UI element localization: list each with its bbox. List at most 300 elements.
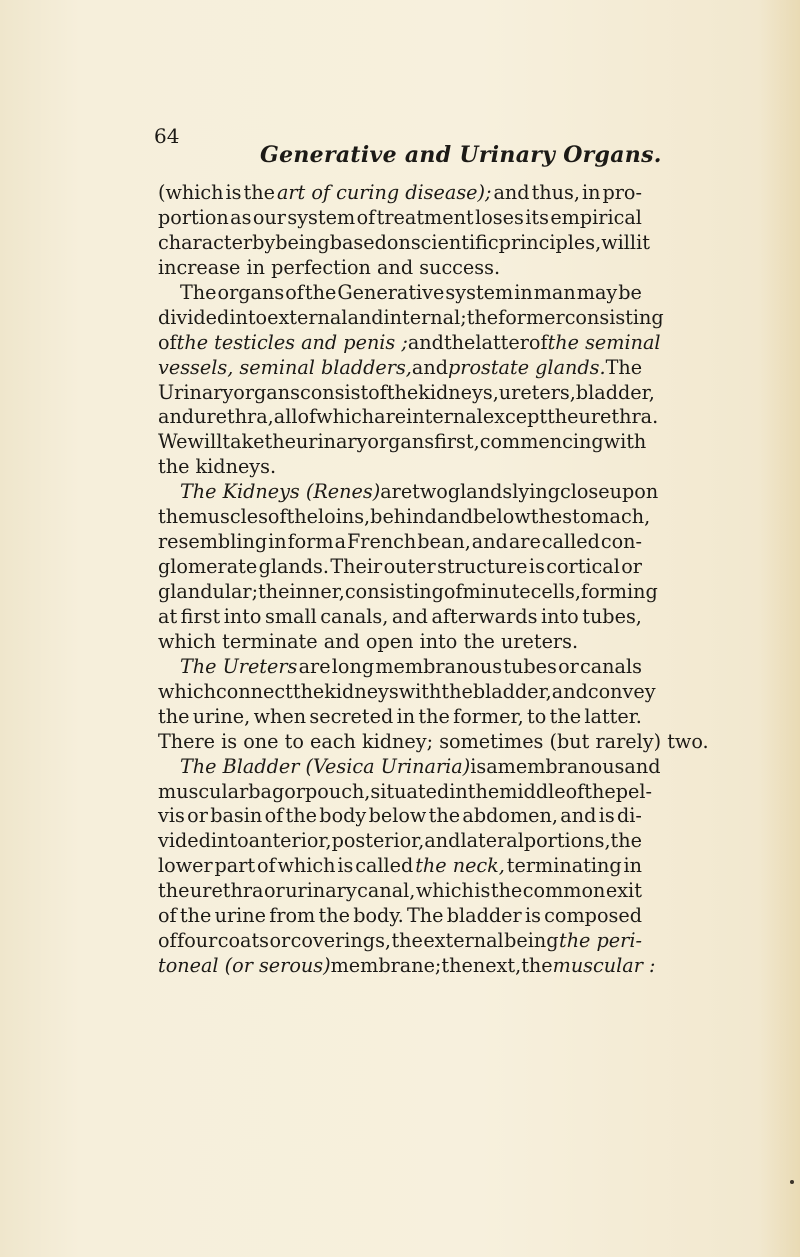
text-line [158, 679, 656, 705]
word: the [428, 804, 461, 828]
word: muscles [189, 505, 268, 529]
word: below [473, 505, 531, 529]
word: be [618, 280, 642, 304]
word: connect [216, 679, 293, 703]
word: ureters, [498, 380, 576, 404]
word: first, [434, 430, 480, 454]
word: di- [616, 804, 642, 828]
word: Urinary [158, 380, 234, 404]
word: in [623, 854, 642, 878]
word: resembling [158, 530, 268, 554]
word: it [636, 230, 650, 254]
text-line [158, 655, 642, 680]
word: vis [158, 804, 185, 828]
word: of [256, 854, 276, 878]
word: canal, [357, 879, 416, 903]
word: the [158, 505, 190, 529]
word: based [329, 230, 387, 254]
word: the [584, 779, 616, 803]
word: and [560, 804, 597, 828]
word: scientific [410, 230, 499, 254]
word: loins, [318, 505, 371, 529]
word: the [418, 704, 450, 728]
word: and [424, 829, 461, 853]
word: which [158, 629, 217, 653]
text-line [158, 455, 642, 480]
word: stomach, [562, 505, 651, 529]
text-line [158, 181, 642, 206]
word: and [493, 181, 530, 204]
word: or [558, 654, 579, 678]
word: the [258, 580, 290, 603]
word: body [319, 804, 367, 828]
word: inner, [289, 580, 345, 603]
word: anterior, [248, 829, 332, 853]
word: The [605, 355, 643, 379]
word: in [449, 779, 468, 803]
word: and [391, 604, 428, 628]
word: the seminal [547, 330, 661, 354]
word: the [443, 330, 476, 354]
text-line [158, 305, 664, 331]
word: and [551, 679, 588, 703]
word: the testicles and penis ; [176, 330, 408, 354]
word: consist [299, 380, 369, 404]
text-line [158, 530, 642, 555]
word: four [177, 929, 218, 953]
word: or [284, 779, 306, 803]
word: of [267, 505, 287, 529]
word: pro- [602, 181, 642, 204]
ink-speck [790, 1180, 794, 1184]
word: composed [544, 904, 642, 928]
word: behind [370, 505, 437, 529]
word: latter [475, 330, 529, 354]
word: of [565, 779, 585, 803]
word: abdomen, [462, 804, 558, 828]
word: each [310, 729, 356, 753]
word: which [158, 679, 217, 703]
word: Their [330, 555, 383, 579]
word: or [263, 879, 285, 903]
word: with [398, 679, 442, 703]
text-line [158, 705, 642, 730]
word: tubes [503, 654, 557, 678]
word: loses [475, 205, 524, 229]
word: latter. [584, 704, 642, 728]
text-line [158, 829, 642, 854]
word: of [158, 330, 177, 354]
word: The Ureters [180, 654, 298, 678]
text-line [158, 904, 642, 929]
word: exit [605, 879, 642, 903]
word: being [275, 230, 330, 254]
word: increase [158, 255, 241, 279]
word: character [158, 230, 253, 254]
word: membranous [375, 654, 503, 678]
text-line [158, 206, 642, 231]
word: when [253, 704, 307, 728]
text-line [158, 779, 652, 805]
text-line [158, 729, 709, 755]
word: (which [158, 181, 224, 204]
word: or [187, 804, 208, 828]
word: will [601, 230, 637, 254]
word: in [581, 181, 601, 204]
word: urine [214, 904, 266, 928]
word: by [252, 230, 276, 254]
word: into [210, 829, 249, 853]
word: at [158, 604, 178, 628]
word: called [355, 854, 414, 878]
word: consisting [344, 580, 444, 603]
word: treatment [376, 205, 474, 229]
word: terminating [506, 854, 622, 878]
word: kidneys. [195, 455, 277, 479]
word: the [292, 679, 325, 703]
word: posterior, [331, 829, 425, 853]
word: consisting [564, 305, 664, 329]
word: lateral [460, 829, 524, 853]
word: terminate [222, 629, 318, 653]
word: canals [580, 654, 642, 678]
word: man [533, 280, 576, 304]
word: vided [158, 829, 211, 853]
word: long [331, 654, 375, 678]
word: thus, [531, 181, 580, 204]
word: lying [512, 480, 560, 504]
text-line [158, 630, 642, 655]
word: of [443, 580, 463, 603]
word: two. [667, 729, 709, 753]
word: are [380, 480, 413, 504]
word: the [441, 954, 473, 978]
word: principles, [498, 230, 602, 254]
word: lower [158, 854, 213, 878]
text-line [158, 605, 642, 630]
word: afterwards [431, 604, 538, 628]
word: open [365, 629, 414, 653]
word: are [508, 530, 541, 554]
word: common [522, 879, 606, 903]
word: rarely) [595, 729, 662, 753]
word: and [436, 505, 474, 529]
word: and [411, 355, 448, 379]
word: may [576, 280, 618, 304]
word: kidneys, [418, 380, 499, 404]
word: external [267, 305, 348, 329]
word: commencing [479, 430, 604, 454]
word: success. [419, 255, 501, 279]
word: urethra, [194, 405, 274, 429]
word: art of curing disease); [276, 181, 492, 204]
word: toneal (or serous) [158, 954, 331, 978]
text-line [158, 480, 659, 505]
word: bladder, [472, 679, 552, 703]
word: two [412, 480, 448, 504]
word: minute [462, 580, 531, 603]
word: the neck, [415, 854, 505, 878]
word: urinary [285, 879, 357, 903]
word: (but [549, 729, 590, 753]
word: the [530, 505, 563, 529]
word: We [158, 430, 188, 454]
word: from [269, 904, 316, 928]
word: kidney; [362, 729, 434, 753]
word: the [547, 405, 579, 429]
word: former [498, 305, 565, 329]
word: and [407, 330, 444, 354]
word: urine, [192, 704, 251, 728]
word: of [356, 205, 376, 229]
word: first [180, 604, 221, 628]
word: The Kidneys (Renes) [180, 480, 381, 504]
word: organs [367, 430, 435, 454]
word: into [229, 305, 268, 329]
word: prostate glands. [447, 355, 606, 379]
word: convey [587, 679, 656, 703]
word: portions, [523, 829, 611, 853]
word: the [441, 679, 473, 703]
text-line [158, 879, 642, 904]
page-edge-shading [758, 0, 800, 1257]
word: are [374, 405, 407, 429]
word: membranous [497, 754, 625, 778]
word: external [423, 929, 504, 953]
page-header [148, 124, 668, 178]
word: organs [217, 280, 285, 304]
word: portion [158, 205, 229, 229]
word: being [504, 929, 559, 953]
text-line [158, 580, 658, 605]
word: There [158, 729, 216, 753]
word: is [474, 879, 491, 903]
word: and [471, 530, 508, 554]
word: divided [158, 305, 230, 329]
word: glomerate [158, 555, 258, 579]
word: con- [600, 530, 642, 554]
word: of [264, 804, 284, 828]
text-line [158, 230, 650, 256]
text-line [158, 330, 661, 356]
text-line [158, 356, 642, 381]
word: the [463, 629, 495, 653]
word: cortical [546, 555, 620, 579]
word: basin [210, 804, 263, 828]
word: urinary [295, 430, 368, 454]
word: coats [217, 929, 270, 953]
word: into [419, 629, 458, 653]
text-line [158, 954, 656, 979]
word: kidneys [324, 679, 399, 703]
word: a [334, 530, 347, 554]
word: the [466, 305, 499, 329]
word: is [598, 804, 615, 828]
text-line [158, 854, 642, 879]
word: except [482, 405, 548, 429]
word: which [415, 879, 474, 903]
word: outer [383, 555, 436, 579]
word: The Bladder (Vesica Urinaria) [180, 754, 471, 778]
text-line [158, 405, 659, 430]
word: internal; [383, 305, 467, 329]
word: cells, [530, 580, 581, 603]
word: is [221, 729, 238, 753]
text-line [158, 505, 651, 530]
word: Generative [337, 280, 445, 304]
word: muscular : [552, 954, 656, 978]
word: internal [406, 405, 483, 429]
word: small [265, 604, 317, 628]
word: the [386, 380, 419, 404]
word: system [287, 205, 356, 229]
word: canals, [320, 604, 389, 628]
word: the [243, 181, 275, 204]
word: the [158, 879, 190, 903]
text-line [158, 804, 642, 829]
word: The [406, 904, 444, 928]
word: of [158, 929, 177, 953]
word: of [158, 904, 177, 928]
word: is [528, 555, 545, 579]
word: is [524, 904, 541, 928]
word: the [158, 704, 190, 728]
word: bladder, [575, 380, 655, 404]
text-line [158, 256, 642, 281]
word: the [179, 904, 212, 928]
text-line [158, 430, 647, 455]
word: below [368, 804, 427, 828]
page-number: 64 [154, 124, 180, 148]
word: the [549, 704, 582, 728]
word: and [377, 255, 414, 279]
word: glandular; [158, 580, 259, 603]
word: and [158, 405, 195, 429]
word: take [222, 430, 265, 454]
text-line [158, 380, 655, 406]
word: the [610, 829, 642, 853]
word: muscular [158, 779, 249, 803]
word: The [180, 280, 217, 304]
word: which [316, 405, 375, 429]
word: part [214, 854, 256, 878]
word: which [277, 854, 336, 878]
word: is [470, 754, 487, 778]
word: into [223, 604, 262, 628]
word: the [391, 929, 423, 953]
word: empirical [550, 205, 642, 229]
text-line [158, 281, 642, 306]
word: is [337, 854, 354, 878]
word: urethra [189, 879, 264, 903]
word: upon [609, 480, 659, 504]
word: all [273, 405, 298, 429]
word: on [386, 230, 411, 254]
word: urethra. [578, 405, 659, 429]
word: structure [437, 555, 528, 579]
word: its [525, 205, 549, 229]
word: situated [370, 779, 450, 803]
word: in [246, 255, 266, 279]
word: into [540, 604, 579, 628]
word: form [287, 530, 334, 554]
word: forming [580, 580, 658, 603]
word: membrane; [330, 954, 442, 978]
word: will [187, 430, 223, 454]
word: and [347, 305, 384, 329]
word: pouch, [305, 779, 371, 803]
word: of [528, 330, 548, 354]
word: pel- [615, 779, 652, 803]
word: the [521, 954, 553, 978]
word: organs [233, 380, 300, 404]
word: as [230, 205, 252, 229]
word: and [624, 754, 661, 778]
word: glands [447, 480, 513, 504]
body-text [158, 181, 709, 979]
word: French [346, 530, 417, 554]
word: tubes, [582, 604, 642, 628]
word: to [527, 704, 547, 728]
word: is [225, 181, 242, 204]
word: next, [472, 954, 522, 978]
word: the [304, 280, 337, 304]
word: of [368, 380, 387, 404]
word: the [467, 779, 500, 803]
word: in [514, 280, 533, 304]
word: in [396, 704, 416, 728]
word: or [269, 929, 291, 953]
word: called [541, 530, 600, 554]
word: the [490, 879, 523, 903]
word: close [559, 480, 610, 504]
word: to [284, 729, 304, 753]
word: our [252, 205, 286, 229]
word: the [285, 804, 317, 828]
word: the [286, 505, 319, 529]
word: the [318, 904, 350, 928]
word: and [323, 629, 360, 653]
word: the [158, 455, 190, 479]
text-line [158, 754, 661, 780]
text-line [158, 929, 642, 954]
text-line [158, 555, 642, 580]
word: former, [453, 704, 524, 728]
word: vessels, seminal bladders, [158, 355, 412, 379]
word: ureters. [500, 629, 579, 653]
word: coverings, [290, 929, 392, 953]
word: a [486, 754, 498, 778]
word: sometimes [439, 729, 544, 753]
word: bag [248, 779, 285, 803]
word: bladder [446, 904, 522, 928]
word: of [297, 405, 317, 429]
word: with [603, 430, 647, 454]
word: are [298, 654, 331, 678]
word: the peri- [558, 929, 642, 953]
word: system [445, 280, 514, 304]
word: in [268, 530, 287, 554]
word: secreted [309, 704, 394, 728]
word: perfection [271, 255, 371, 279]
word: body. [353, 904, 404, 928]
word: or [621, 555, 642, 579]
word: of [285, 280, 304, 304]
word: glands. [258, 555, 330, 579]
word: middle [499, 779, 566, 803]
word: bean, [417, 530, 471, 554]
running-head: Generative and Urinary Organs. [260, 142, 662, 168]
